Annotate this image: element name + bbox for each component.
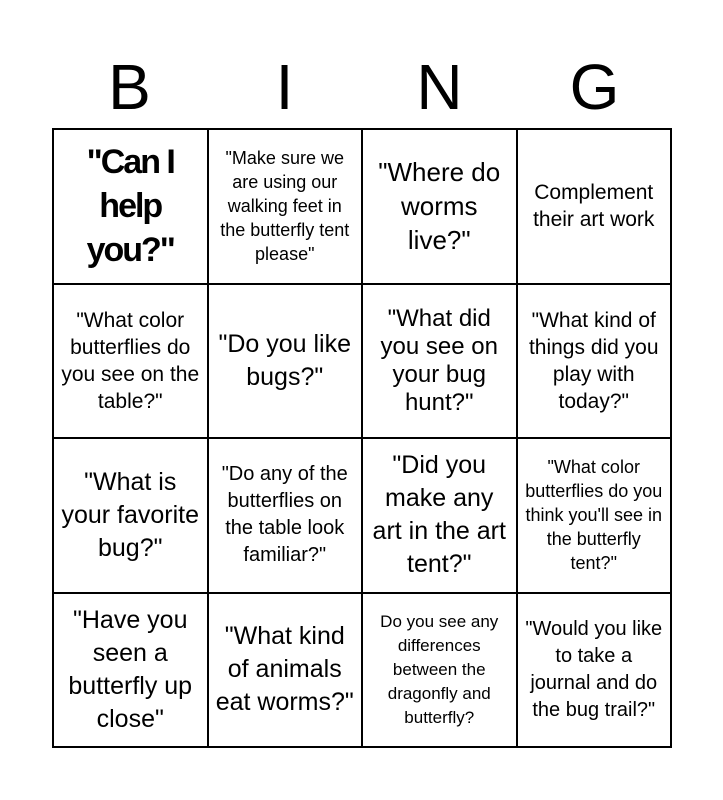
bingo-header [52,52,672,122]
cell-text: "What kind of things did you play with today?" [528,308,659,413]
cell-text: "Would you like to take a journal and do the bug trail?" [525,617,663,721]
bingo-cell-7[interactable] [363,285,518,440]
bingo-cell-6[interactable] [209,285,364,440]
bingo-cell-8[interactable] [518,285,673,440]
header-letter-n: N [416,51,463,123]
header-letter-g: G [569,51,620,123]
cell-text: "Do you like bugs?" [218,329,352,391]
cell-text: "Where do worms live?" [378,157,501,256]
bingo-cell-16[interactable] [518,594,673,749]
bingo-cell-14[interactable] [209,594,364,749]
bingo-cell-13[interactable] [54,594,209,749]
cell-text: "What is your favorite bug?" [61,467,200,562]
bingo-cell-9[interactable] [54,439,209,594]
cell-text: "Have you seen a butterfly up close" [68,605,193,733]
cell-text: "What color butterflies do you see on the table?" [61,308,200,413]
bingo-cell-11[interactable] [363,439,518,594]
header-letter-b: B [108,51,151,123]
cell-text: "Can I help you?" [86,143,174,270]
cell-text: "What color butterflies do you think you'll see in the butterfly tent?" [525,457,663,574]
cell-text: "Make sure we are using our walking feet in the butterfly tent please" [220,148,350,265]
header-letter-i: I [275,51,294,123]
bingo-cell-1[interactable] [54,130,209,285]
bingo-board [52,128,672,748]
bingo-cell-2[interactable] [209,130,364,285]
bingo-cell-3[interactable] [363,130,518,285]
cell-text: "Do any of the butterflies on the table look familiar?" [221,463,348,567]
cell-text: "What did you see on your bug hunt?" [380,304,498,416]
bingo-cell-4[interactable] [518,130,673,285]
cell-text: Do you see any differences between the dragonfly and butterfly? [380,611,499,727]
cell-text: Complement their art work [533,181,655,232]
bingo-cell-15[interactable] [363,594,518,749]
bingo-cell-5[interactable] [54,285,209,440]
cell-text: "Did you make any art in the art tent?" [372,451,506,579]
bingo-cell-12[interactable] [518,439,673,594]
cell-text: "What kind of animals eat worms?" [215,622,354,717]
bingo-cell-10[interactable] [209,439,364,594]
